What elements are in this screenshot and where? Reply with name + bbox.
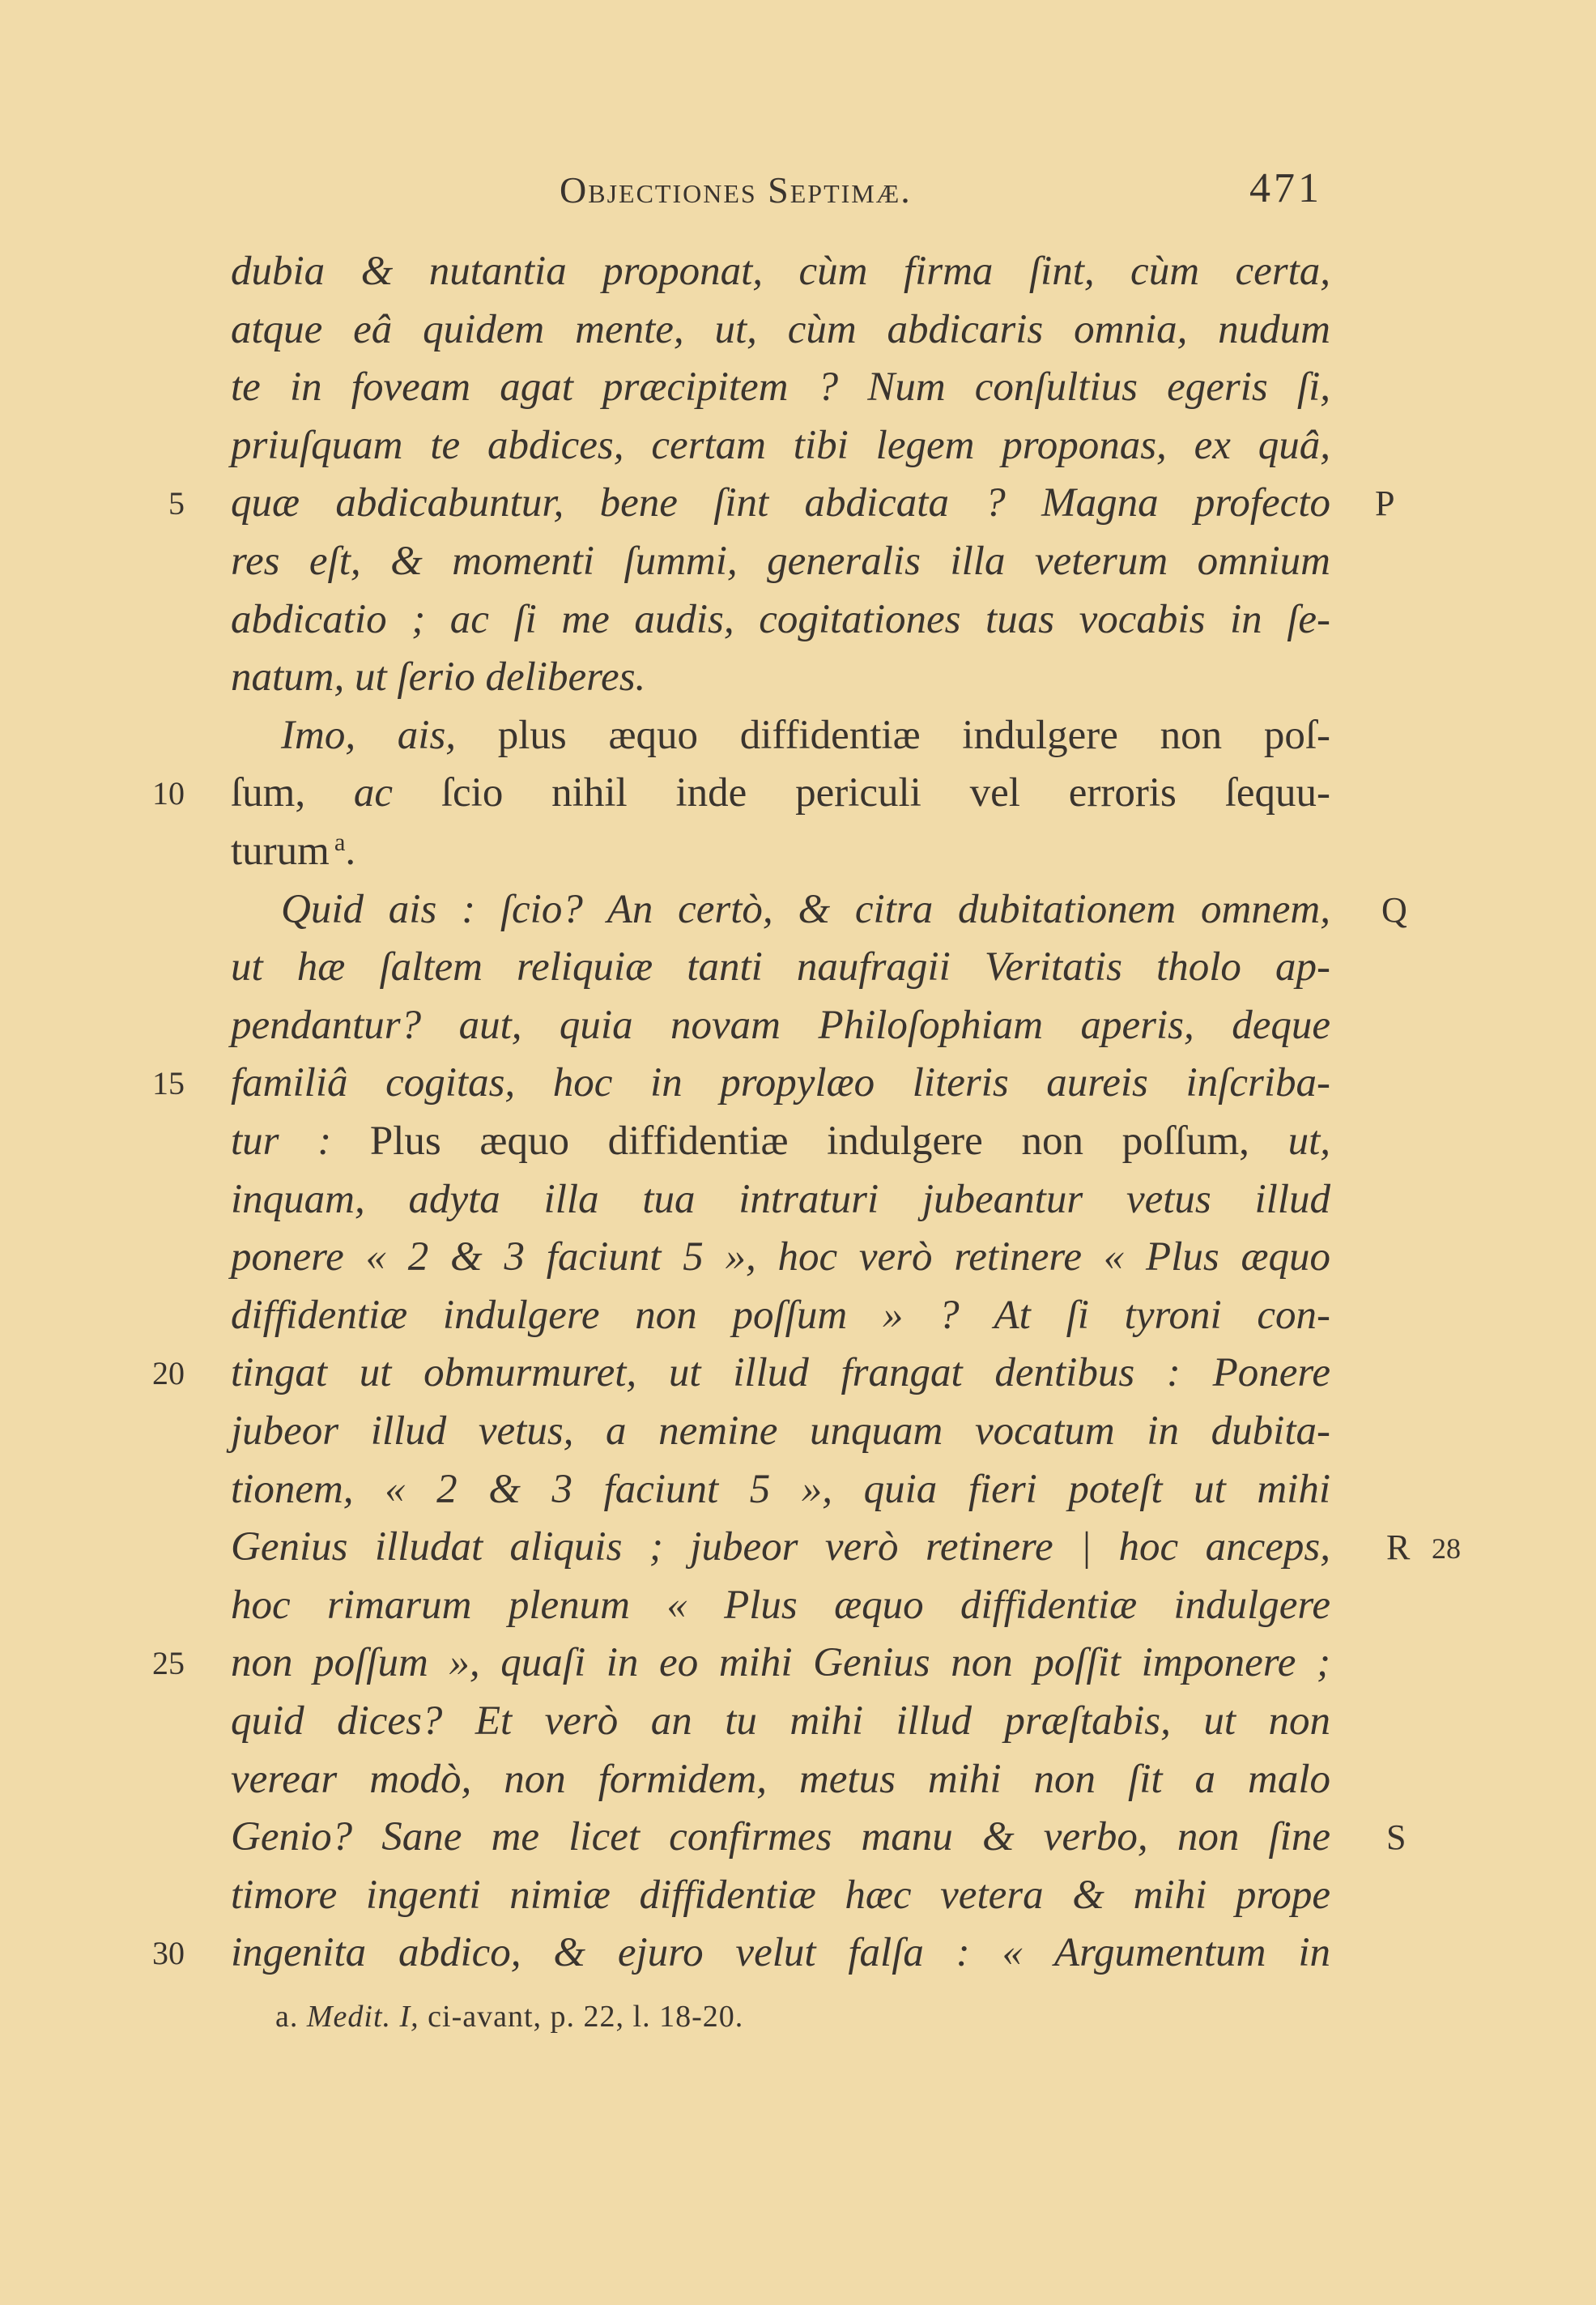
text-line bbox=[231, 1113, 1330, 1171]
text-line bbox=[231, 1809, 1330, 1867]
line-text: res eſt, & momenti ſummi, generalis illa veterum omnium bbox=[231, 539, 1330, 584]
line-text: ponere « 2 & 3 faciunt 5 », hoc verò retinere « Plus æquo bbox=[231, 1234, 1330, 1280]
line-text: Genio? Sane me licet confirmes manu & verbo, non ſine bbox=[231, 1814, 1330, 1860]
line-text: inquam, adyta illa tua intraturi jubeantur vetus illud bbox=[231, 1176, 1330, 1222]
footnote bbox=[275, 1992, 743, 2041]
text-line bbox=[231, 475, 1330, 533]
line-text-italic: tur : bbox=[231, 1118, 332, 1164]
text-line bbox=[231, 591, 1330, 650]
margin-letter: Q bbox=[1381, 889, 1407, 930]
text-line bbox=[231, 1229, 1330, 1287]
footnote-marker: a. bbox=[275, 2000, 307, 2034]
line-number: 15 bbox=[152, 1065, 185, 1102]
line-text: timore ingenti nimiæ diffidentiæ hæc vetera & mihi prope bbox=[231, 1872, 1330, 1918]
line-text: quæ abdicabuntur, bene ſint abdicata ? Magna profecto bbox=[231, 480, 1330, 526]
line-text: natum, ut ſerio deliberes. bbox=[231, 654, 646, 701]
footnote-title: Medit. I, bbox=[306, 2000, 419, 2034]
line-text: ingenita abdico, & ejuro velut falſa : « Argumentum in bbox=[231, 1930, 1330, 1976]
text-line bbox=[231, 823, 1330, 881]
page-number: 471 bbox=[1249, 165, 1322, 211]
text-line bbox=[231, 765, 1330, 823]
line-text: diffidentiæ indulgere non poſſum » ? At ſi tyroni con- bbox=[231, 1292, 1330, 1338]
text-line bbox=[231, 1344, 1330, 1403]
margin-letter: S bbox=[1386, 1817, 1407, 1858]
text-line bbox=[231, 1055, 1330, 1113]
line-text-roman: ſcio nihil inde periculi vel erroris ſequu- bbox=[393, 770, 1330, 816]
text-line bbox=[231, 1287, 1330, 1345]
footnote-text: ci-avant, p. 22, l. 18-20. bbox=[419, 2000, 744, 2034]
text-line bbox=[231, 939, 1330, 997]
text-line bbox=[231, 359, 1330, 417]
footnote-reference: a bbox=[334, 829, 346, 857]
text-line bbox=[231, 1171, 1330, 1229]
text-line bbox=[231, 301, 1330, 360]
line-text: hoc rimarum plenum « Plus æquo diffidentiæ indulgere bbox=[231, 1582, 1330, 1628]
text-line bbox=[231, 1461, 1330, 1519]
line-text: jubeor illud vetus, a nemine unquam vocatum in dubita- bbox=[231, 1408, 1330, 1454]
margin-letter: R bbox=[1386, 1527, 1411, 1568]
text-line bbox=[231, 243, 1330, 301]
text-line bbox=[231, 533, 1330, 591]
text-line bbox=[231, 417, 1330, 475]
text-line bbox=[231, 649, 1330, 707]
line-text: ut hæ ſaltem reliquiæ tanti naufragii Veritatis tholo ap- bbox=[231, 944, 1330, 991]
line-number: 30 bbox=[152, 1935, 185, 1972]
text-line bbox=[231, 1693, 1330, 1751]
text-line bbox=[231, 1867, 1330, 1925]
line-number: 5 bbox=[168, 485, 185, 522]
line-text: familiâ cogitas, hoc in propylæo literis aureis inſcriba- bbox=[231, 1060, 1330, 1106]
line-text: te in foveam agat præcipitem ? Num conſultius egeris ſi, bbox=[231, 364, 1330, 411]
line-text: dubia & nutantia proponat, cùm firma ſint, cùm certa, bbox=[231, 249, 1330, 294]
line-text-roman: plus æquo diffidentiæ indulgere non poſ- bbox=[456, 712, 1330, 758]
line-text: atque eâ quidem mente, ut, cùm abdicaris omnia, nudum bbox=[231, 306, 1330, 352]
line-number: 20 bbox=[152, 1355, 185, 1392]
line-text: tionem, « 2 & 3 faciunt 5 », quia fieri poteſt ut mihi bbox=[231, 1466, 1330, 1512]
text-line bbox=[231, 997, 1330, 1055]
line-text: non poſſum », quaſi in eo mihi Genius non poſſit imponere ; bbox=[231, 1640, 1330, 1686]
line-text: abdicatio ; ac ſi me audis, cogitationes tuas vocabis in ſe- bbox=[231, 596, 1330, 642]
margin-letter: P bbox=[1375, 484, 1395, 524]
line-text-italic: Imo, ais, bbox=[281, 712, 457, 758]
line-text: Quid ais : ſcio? An certò, & citra dubitationem omnem, bbox=[281, 886, 1330, 932]
line-text: Genius illudat aliquis ; jubeor verò retinere | hoc anceps, bbox=[231, 1524, 1330, 1570]
line-text: verear modò, non formidem, metus mihi non ſit a malo bbox=[231, 1756, 1330, 1802]
line-text: priuſquam te abdices, certam tibi legem proponas, ex quâ, bbox=[231, 422, 1330, 468]
line-text: pendantur? aut, quia novam Philoſophiam aperis, deque bbox=[231, 1002, 1330, 1048]
line-text: quid dices? Et verò an tu mihi illud præſtabis, ut non bbox=[231, 1698, 1330, 1744]
line-number: 10 bbox=[152, 775, 185, 812]
text-line bbox=[231, 1519, 1330, 1577]
text-line bbox=[231, 1577, 1330, 1635]
line-text: tingat ut obmurmuret, ut illud frangat dentibus : Ponere bbox=[231, 1350, 1330, 1396]
line-text-italic: ut, bbox=[1249, 1118, 1331, 1164]
line-text-roman: Plus æquo diffidentiæ indulgere non poſſum, bbox=[331, 1118, 1249, 1164]
text-line bbox=[231, 1751, 1330, 1809]
text-line bbox=[231, 1634, 1330, 1693]
text-line bbox=[231, 1924, 1330, 1983]
line-text-roman: ſum, bbox=[231, 770, 354, 816]
line-number: 25 bbox=[152, 1645, 185, 1682]
text-line bbox=[231, 1403, 1330, 1461]
margin-page-reference: 28 bbox=[1432, 1532, 1461, 1566]
line-text-italic: ac bbox=[353, 770, 394, 816]
text-line bbox=[281, 881, 1330, 939]
line-text-roman: . bbox=[345, 829, 356, 874]
text-line bbox=[281, 707, 1330, 765]
running-title: Objectiones Septimæ. bbox=[560, 169, 912, 211]
line-text-roman: turum bbox=[231, 829, 330, 874]
